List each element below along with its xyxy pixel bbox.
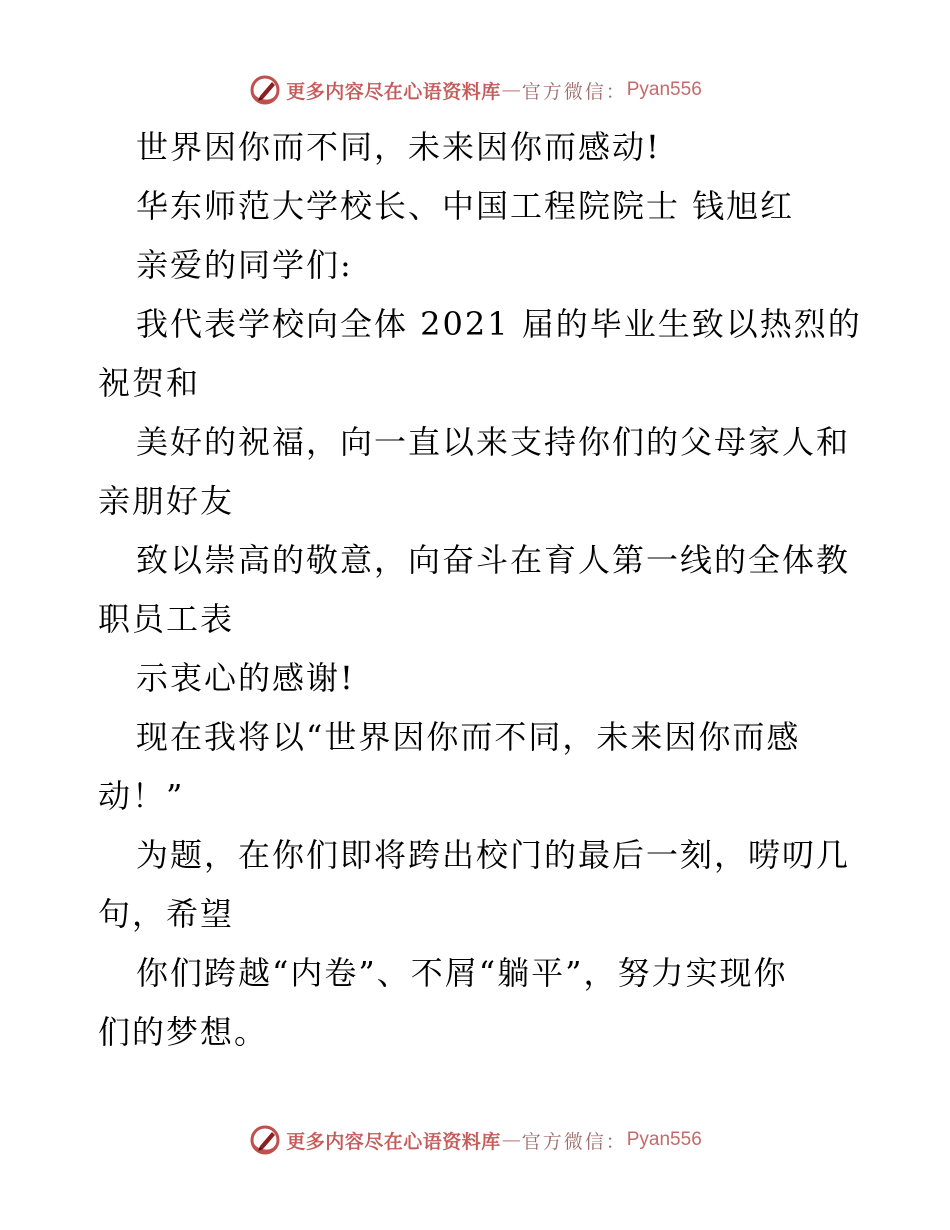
text-line: 句，希望 — [98, 895, 235, 933]
text-line: 亲朋好友 — [98, 482, 235, 520]
text-line: 我代表学校向全体 2021 届的毕业生致以热烈的 — [136, 305, 862, 343]
pen-nib-logo-icon — [248, 1123, 282, 1157]
banner-official-label: 官方微信： — [521, 1130, 627, 1153]
footer-watermark-banner — [0, 1122, 950, 1158]
pen-nib-logo-icon — [248, 73, 282, 107]
document-body — [98, 118, 862, 1062]
text-line: 示衷心的感谢! — [136, 659, 355, 697]
header-watermark-banner — [0, 72, 950, 108]
text-line: 致以崇高的敬意，向奋斗在育人第一线的全体教 — [136, 541, 851, 579]
text-line: 为题，在你们即将跨出校门的最后一刻，唠叨几 — [136, 836, 851, 874]
banner-brand-text: 更多内容尽在心语资料库 — [286, 80, 501, 103]
banner-brand-text: 更多内容尽在心语资料库 — [286, 1130, 501, 1153]
text-line: 们的梦想。 — [98, 1013, 269, 1051]
text-line: 职员工表 — [98, 600, 235, 638]
text-line: 亲爱的同学们: — [136, 246, 353, 284]
text-line: 世界因你而不同，未来因你而感动! — [136, 128, 661, 166]
banner-wechat-id: Pyan556 — [626, 1129, 702, 1150]
text-line: 美好的祝福，向一直以来支持你们的父母家人和 — [136, 423, 851, 461]
text-line: 祝贺和 — [98, 364, 201, 402]
banner-separator: — — [501, 79, 521, 101]
banner-official-label: 官方微信： — [521, 80, 627, 103]
text-line: 动！” — [98, 777, 185, 815]
text-line: 现在我将以“世界因你而不同，未来因你而感 — [136, 718, 801, 756]
banner-separator: — — [501, 1129, 521, 1151]
text-line: 华东师范大学校长、中国工程院院士 钱旭红 — [136, 187, 795, 225]
text-line: 你们跨越“内卷”、不屑“躺平”，努力实现你 — [136, 954, 788, 992]
banner-wechat-id: Pyan556 — [626, 79, 702, 100]
